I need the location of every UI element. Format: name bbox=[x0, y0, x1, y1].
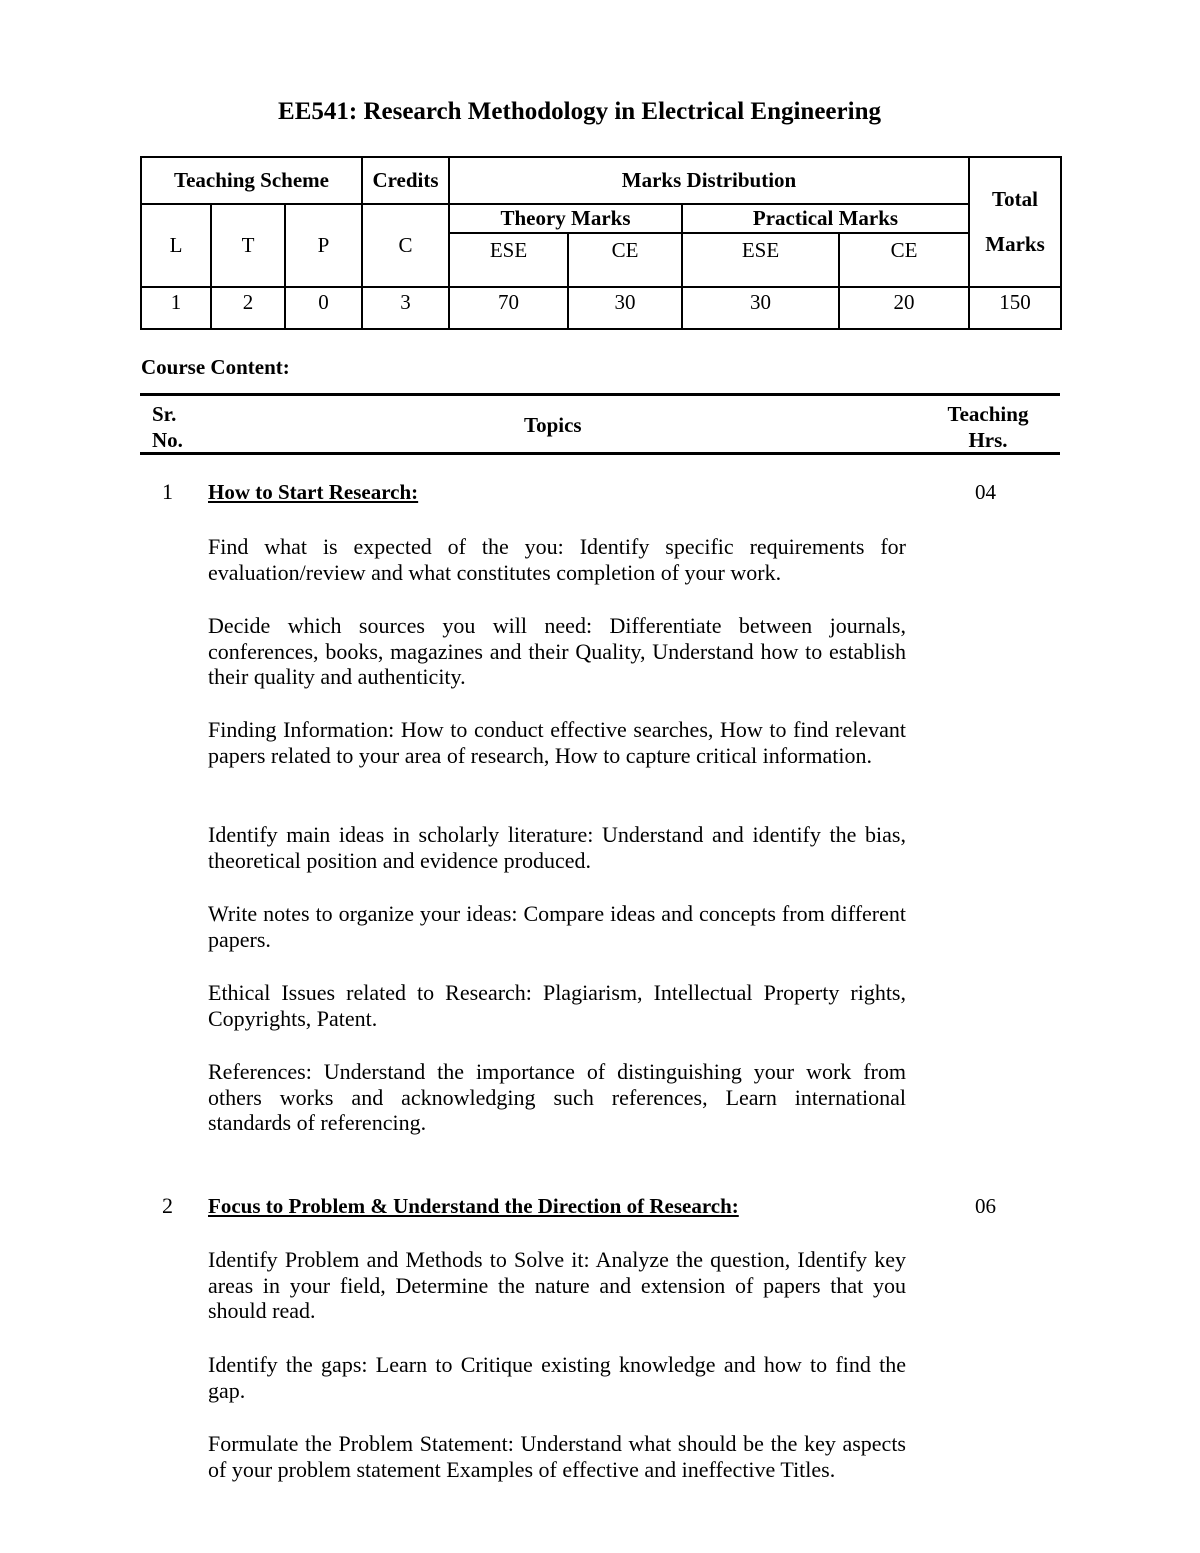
value-practical-ese: 30 bbox=[682, 287, 839, 329]
practical-ese-header: ESE bbox=[682, 233, 839, 287]
sr-line1: Sr. bbox=[152, 402, 177, 426]
teaching-scheme-header: Teaching Scheme bbox=[141, 157, 362, 204]
unit-2-title: Focus to Problem & Understand the Direction of Research: bbox=[208, 1194, 739, 1218]
unit-1-paragraph: Ethical Issues related to Research: Plagiarism, Intellectual Property rights, Copyrights, Patent. bbox=[208, 980, 906, 1031]
value-theory-ce: 30 bbox=[568, 287, 682, 329]
unit-1-paragraph: References: Understand the importance of distinguishing your work from others works and acknowledging such references, Learn international standards of referencing. bbox=[208, 1059, 906, 1135]
total-line1: Total bbox=[992, 187, 1038, 211]
unit-1-title: How to Start Research: bbox=[208, 480, 419, 504]
theory-ce-header: CE bbox=[568, 233, 682, 287]
p-header: P bbox=[285, 204, 362, 287]
teaching-scheme-table bbox=[140, 156, 1062, 330]
value-theory-ese: 70 bbox=[449, 287, 568, 329]
theory-ese-header: ESE bbox=[449, 233, 568, 287]
credits-header: Credits bbox=[362, 157, 449, 204]
topics-column-header: Topics bbox=[524, 413, 582, 437]
hrs-line1: Teaching bbox=[947, 402, 1029, 426]
unit-2-number: 2 bbox=[162, 1193, 173, 1218]
unit-1-paragraph: Write notes to organize your ideas: Compare ideas and concepts from different papers. bbox=[208, 901, 906, 952]
unit-2-paragraph: Identify the gaps: Learn to Critique existing knowledge and how to find the gap. bbox=[208, 1352, 906, 1403]
value-total: 150 bbox=[969, 287, 1061, 329]
l-header: L bbox=[141, 204, 211, 287]
practical-ce-header: CE bbox=[839, 233, 969, 287]
unit-2-paragraph: Formulate the Problem Statement: Understand what should be the key aspects of your problem statement Examples of effective and ineffective Titles. bbox=[208, 1431, 906, 1482]
total-line2: Marks bbox=[985, 232, 1045, 256]
practical-marks-header: Practical Marks bbox=[682, 204, 969, 233]
unit-1-number: 1 bbox=[162, 479, 173, 504]
course-content-heading: Course Content: bbox=[141, 355, 290, 379]
unit-1-hours: 04 bbox=[975, 480, 996, 504]
hrs-line2: Hrs. bbox=[968, 428, 1008, 452]
value-c: 3 bbox=[362, 287, 449, 329]
unit-2-paragraph: Identify Problem and Methods to Solve it: Analyze the question, Identify key areas in your field, Determine the nature and extension of papers that you should read. bbox=[208, 1247, 906, 1323]
sr-no-header bbox=[152, 401, 183, 453]
unit-1-paragraph: Decide which sources you will need: Differentiate between journals, conferences, books, magazines and their Quality, Understand how to establish their quality and authenticity. bbox=[208, 613, 906, 689]
teaching-hrs-header bbox=[940, 401, 1036, 453]
unit-1-paragraph: Finding Information: How to conduct effective searches, How to find relevant papers related to your area of research, How to capture critical information. bbox=[208, 717, 906, 768]
t-header: T bbox=[211, 204, 285, 287]
unit-1-paragraph: Find what is expected of the you: Identify specific requirements for evaluation/review and what constitutes completion of your work. bbox=[208, 534, 906, 585]
value-practical-ce: 20 bbox=[839, 287, 969, 329]
theory-marks-header: Theory Marks bbox=[449, 204, 682, 233]
page-title: EE541: Research Methodology in Electrical Engineering bbox=[278, 98, 881, 125]
unit-1-paragraph: Identify main ideas in scholarly literature: Understand and identify the bias, theoretical position and evidence produced. bbox=[208, 822, 906, 873]
value-p: 0 bbox=[285, 287, 362, 329]
c-header: C bbox=[362, 204, 449, 287]
value-t: 2 bbox=[211, 287, 285, 329]
total-marks-header bbox=[969, 157, 1061, 287]
value-l: 1 bbox=[141, 287, 211, 329]
topics-header bbox=[140, 393, 1060, 455]
sr-line2: No. bbox=[152, 428, 183, 452]
marks-distribution-header: Marks Distribution bbox=[449, 157, 969, 204]
unit-2-hours: 06 bbox=[975, 1194, 996, 1218]
